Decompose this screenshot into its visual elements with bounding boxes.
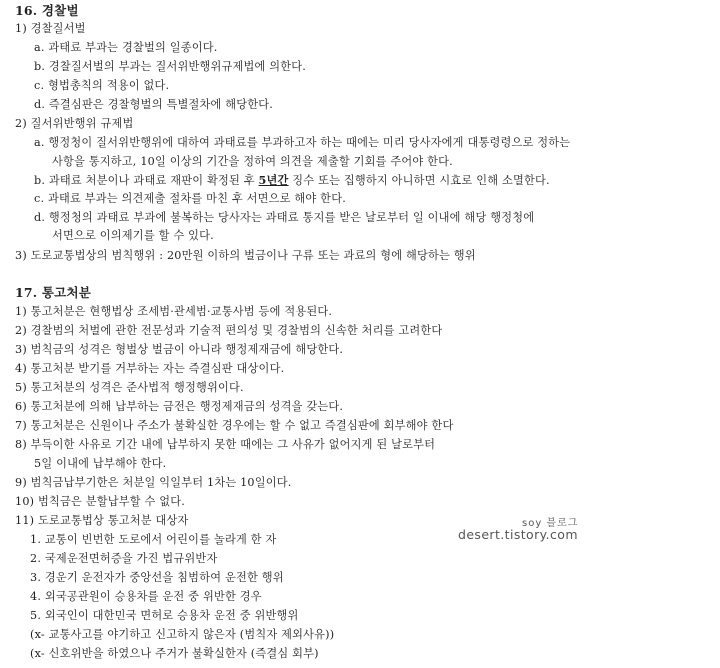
section-16-item-2a-line2: 사항을 통지하고, 10일 이상의 기간을 정하여 의견을 제출할 기회를 주어야 한다. — [52, 155, 453, 168]
section-17-exception-1: (x- 교통사고를 야기하고 신고하지 않은자 (범칙자 제외사유)) — [30, 628, 335, 641]
section-17-subitem-5: 5. 외국인이 대한민국 면허로 승용차 운전 중 위반행위 — [30, 609, 299, 622]
section-17-line-4: 4) 통고처분 받기를 거부하는 자는 즉결심판 대상이다. — [15, 362, 285, 375]
section-17-subitem-2: 2. 국제운전면허증을 가진 법규위반자 — [30, 552, 218, 565]
section-17-line-1: 1) 통고처분은 현행법상 조세범·관세범·교통사범 등에 적용된다. — [15, 305, 333, 318]
section-16-item-2d-line1: d. 행정청의 과태료 부과에 불복하는 당사자는 과태료 통지를 받은 날로부터 일 이내에 해당 행정청에 — [34, 211, 535, 224]
section-17-subitem-4: 4. 외국공관원이 승용차를 운전 중 위반한 경우 — [30, 590, 262, 603]
section-17-line-11: 11) 도로교통법상 통고처분 대상자 — [15, 514, 189, 527]
watermark-blog-name: soy 블로그 — [522, 518, 579, 529]
section-16-item-2c: c. 과태료 부과는 의견제출 절차를 마친 후 서면으로 해야 한다. — [34, 192, 346, 205]
section-17-line-7: 7) 통고처분은 신원이나 주소가 불확실한 경우에는 할 수 없고 즉결심판에 회부해야 한다 — [15, 419, 454, 432]
section-17-line-3: 3) 범칙금의 성격은 형벌상 벌금이 아니라 행정제재금에 해당한다. — [15, 343, 344, 356]
section-16-sub-2: 2) 질서위반행위 규제법 — [15, 117, 134, 130]
section-16-sub-3: 3) 도로교통법상의 범칙행위 : 20만원 이하의 벌금이나 구류 또는 과료의 형에 해당하는 행위 — [15, 249, 476, 262]
section-17-line-10: 10) 범칙금은 분할납부할 수 없다. — [15, 495, 186, 508]
section-16-item-1c: c. 형법총칙의 적용이 없다. — [34, 79, 170, 92]
section-17-line-8a: 8) 부득이한 사유로 기간 내에 납부하지 못한 때에는 그 사유가 없어지게 된 날로부터 — [15, 438, 436, 451]
section-17-line-5: 5) 통고처분의 성격은 준사법적 행정행위이다. — [15, 381, 244, 394]
section-16-sub-1: 1) 경찰질서벌 — [15, 22, 86, 35]
section-16-item-2b — [34, 172, 550, 189]
section-17-line-9: 9) 범칙금납부기한은 처분일 익일부터 1차는 10일이다. — [15, 476, 292, 489]
section-16-item-2a-line1: a. 행정청이 질서위반행위에 대하여 과태료를 부과하고자 하는 때에는 미리 당사자에게 대통령령으로 정하는 — [34, 136, 571, 149]
section-16-item-1d: d. 즉결심판은 경찰형벌의 특별절차에 해당한다. — [34, 98, 274, 111]
section-17-subitem-3: 3. 경운기 운전자가 중앙선을 침범하여 운전한 행위 — [30, 571, 284, 584]
section-16-item-1a: a. 과태료 부과는 경찰벌의 일종이다. — [34, 41, 218, 54]
section-16-item-2d-line2: 서면으로 이의제기를 할 수 있다. — [52, 229, 214, 242]
item-2b-emphasis: 5년간 — [258, 173, 289, 187]
section-17-exception-2: (x- 신호위반을 하였으나 주거가 불확실한자 (즉결심 회부) — [30, 647, 319, 660]
item-2b-prefix: b. 과태료 처분이나 과태료 재판이 확정된 후 — [34, 174, 259, 187]
section-17-subitem-1: 1. 교통이 빈번한 도로에서 어린이를 놀라게 한 자 — [30, 533, 277, 546]
section-17-line-8b: 5일 이내에 납부해야 한다. — [34, 457, 167, 470]
section-17-line-2: 2) 경찰범의 처벌에 관한 전문성과 기술적 편의성 및 경찰범의 신속한 처리를 고려한다 — [15, 324, 443, 337]
section-17-line-6: 6) 통고처분에 의해 납부하는 금전은 행정제재금의 성격을 갖는다. — [15, 400, 344, 413]
section-16-item-1b: b. 경찰질서벌의 부과는 질서위반행위규제법에 의한다. — [34, 60, 307, 73]
section-16-title: 16. 경찰벌 — [15, 3, 79, 18]
section-17-title: 17. 통고처분 — [15, 285, 91, 300]
watermark-url: desert.tistory.com — [458, 527, 578, 542]
item-2b-suffix: 징수 또는 집행하지 아니하면 시효로 인해 소멸한다. — [288, 174, 550, 187]
